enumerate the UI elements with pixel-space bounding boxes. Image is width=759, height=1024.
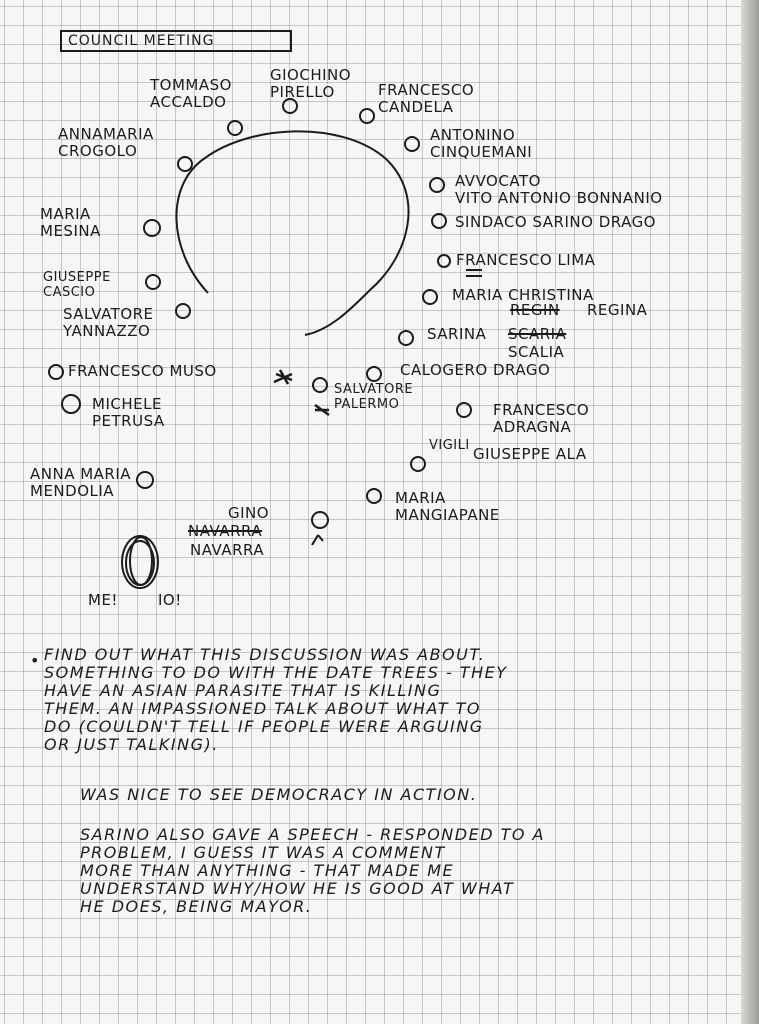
attendee-francesco-lima: FRANCESCO LIMA	[456, 251, 596, 269]
attendee-gino: GINO	[228, 504, 270, 522]
attendee-regina: REGINA	[587, 301, 648, 319]
attendee-giuseppe-cascio: GIUSEPPE CASCIO	[43, 270, 111, 300]
attendee-maria-mesina: MARIA MESINA	[40, 205, 101, 240]
attendee-francesco-adragna: FRANCESCO ADRAGNA	[493, 401, 590, 436]
notebook-spine	[741, 0, 759, 1024]
attendee-tommaso: TOMMASO ACCALDO	[150, 76, 232, 111]
attendee-avvocato: AVVOCATO VITO ANTONIO BONNANIO	[455, 172, 663, 207]
attendee-giochino: GIOCHINO PIRELLO	[270, 66, 352, 101]
attendee-maria-mangiapane: MARIA MANGIAPANE	[395, 489, 500, 524]
attendee-annamaria: ANNAMARIA CROGOLO	[58, 125, 154, 160]
attendee-sarina: SARINA	[427, 325, 487, 343]
page-title: COUNCIL MEETING	[68, 33, 215, 49]
label-io: IO!	[158, 591, 182, 609]
attendee-scalia: SCALIA	[508, 343, 565, 361]
struck-scaria: SCARIA	[508, 325, 567, 343]
bullet-dot: •	[30, 651, 40, 670]
label-vigili: VIGILI	[429, 438, 470, 453]
table-outline	[176, 131, 408, 335]
struck-regin: REGIN	[510, 301, 560, 319]
attendee-salvatore-yannazzo: SALVATORE YANNAZZO	[63, 305, 154, 340]
attendee-francesco-musso: FRANCESCO MUSO	[68, 362, 217, 380]
attendee-navarra: NAVARRA	[190, 541, 265, 559]
attendee-maria-christina: MARIA CHRISTINA	[452, 286, 594, 304]
notes-paragraph-1: FIND OUT WHAT THIS DISCUSSION WAS ABOUT. SOMETHING TO DO WITH THE DATE TREES - THEY HAVE AN ASIAN PARASITE THAT IS KILLING THEM. AN IMPASSIONED TALK ABOUT WHAT TO DO (COULDN'T TELL IF PEOPLE WERE ARGUING OR JUST TALKING).	[44, 645, 508, 754]
notes-paragraph-2: WAS NICE TO SEE DEMOCRACY IN ACTION.	[80, 785, 478, 804]
attendee-antonino: ANTONINO CINQUEMANI	[430, 126, 533, 161]
attendee-francesco-candela: FRANCESCO CANDELA	[378, 81, 475, 116]
notes-paragraph-3: SARINO ALSO GAVE A SPEECH - RESPONDED TO A PROBLEM, I GUESS IT WAS A COMMENT MORE THAN ANYTHING - THAT MADE ME UNDERSTAND WHY/HOW HE IS GOOD AT WHAT HE DOES, BEING MAYOR.	[80, 825, 545, 916]
attendee-salvatore-palermo: SALVATORE PALERMO	[334, 382, 414, 412]
attendee-anna-maria-mendolia: ANNA MARIA MENDOLIA	[30, 465, 132, 500]
attendee-sindaco: SINDACO SARINO DRAGO	[455, 213, 656, 231]
attendee-michele: MICHELE PETRUSA	[92, 395, 165, 430]
attendee-calogero: CALOGERO DRAGO	[400, 361, 551, 379]
attendee-giuseppe-ala: GIUSEPPE ALA	[473, 445, 587, 463]
struck-navarra: NAVARRA	[188, 522, 263, 540]
label-me: ME!	[88, 591, 118, 609]
